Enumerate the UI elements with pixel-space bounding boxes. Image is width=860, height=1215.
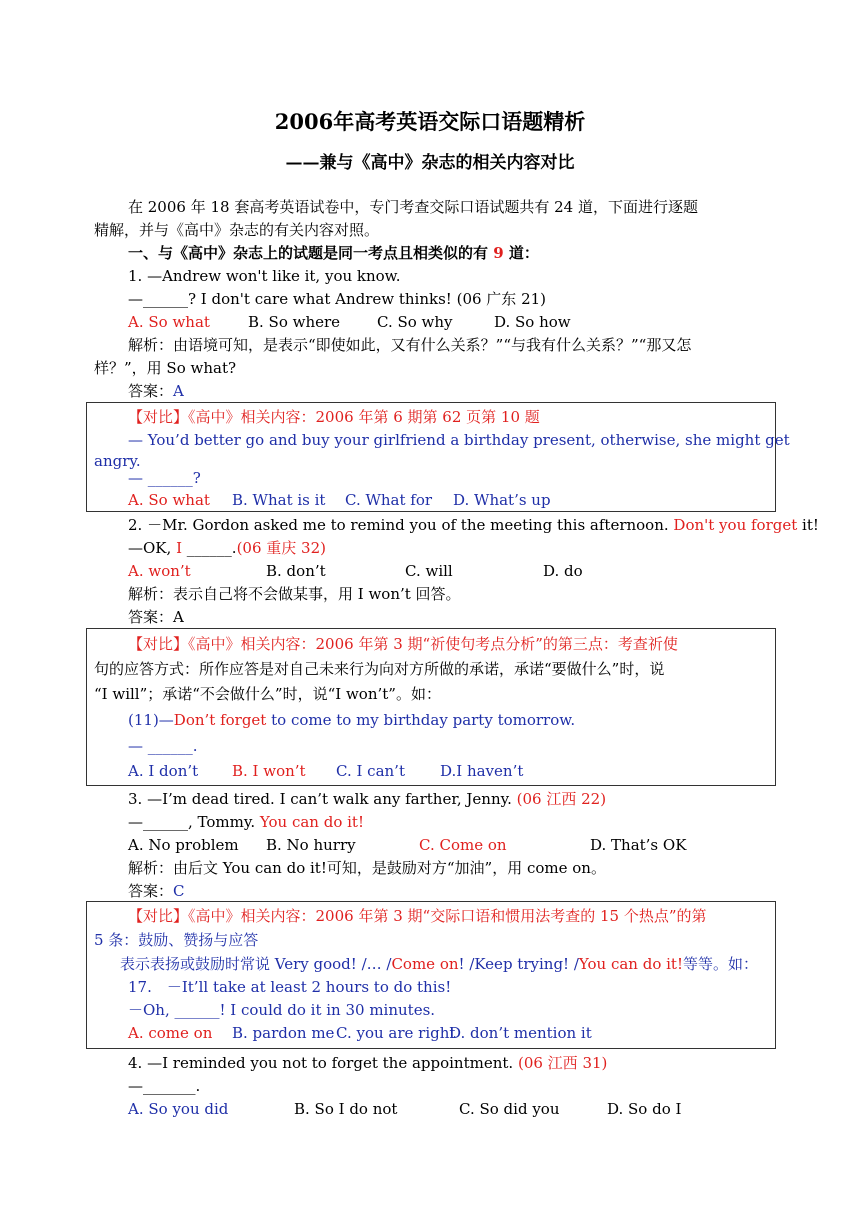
comparison-line <box>128 905 707 927</box>
section-count: 9 <box>493 244 504 262</box>
analysis-line: 解析：由后文 You can do it!可知，是鼓励对方“加油”，用 come on。 <box>128 859 606 877</box>
answer-line <box>128 880 185 902</box>
example-line: — ______. <box>128 737 198 755</box>
option-d: D. don’t mention it <box>449 1024 592 1042</box>
question-text: —OK, <box>128 539 172 557</box>
page-subtitle: ——兼与《高中》杂志的相关内容对比 <box>285 153 575 173</box>
comparison-heading: 【对比】《高中》相关内容：2006 年第 3 期“交际口语和惯用法考查的 15 个热点”的第 <box>128 907 707 925</box>
comparison-text: 等等。如： <box>682 955 758 973</box>
question-source: (06 重庆 32) <box>236 539 326 557</box>
answer-value: C <box>173 882 185 900</box>
question-source: (06 江西 22) <box>516 790 607 808</box>
intro-line: 在 2006 年 18 套高考英语试卷中，专门考查交际口语试题共有 24 道，下面进行逐题 <box>128 198 698 216</box>
option-d: D. What’s up <box>453 491 551 509</box>
question-line: —______? I don't care what Andrew thinks! (06 广东 21) <box>128 290 547 308</box>
comparison-line <box>128 633 678 655</box>
answer-line: 答案：A <box>128 608 184 626</box>
option-c: C. What for <box>345 491 433 509</box>
comparison-line: “I will”；承诺“不会做什么”时，说“I won’t”。如： <box>94 685 441 703</box>
option-c: C. you are right <box>336 1024 456 1042</box>
question-text: 3. —I’m dead tired. I can’t walk any farther, Jenny. <box>128 790 512 808</box>
option-d: D. So how <box>494 313 571 331</box>
comparison-line: — You’d better go and buy your girlfriend a birthday present, otherwise, she might get <box>128 431 790 449</box>
comparison-heading: 【对比】《高中》相关内容：2006 年第 6 期第 62 页第 10 题 <box>128 408 540 426</box>
question-highlight: You can do it! <box>259 813 364 831</box>
comparison-line: angry. <box>94 452 141 470</box>
comparison-line: — ______? <box>128 469 201 487</box>
question-text: ______. <box>186 539 237 557</box>
option-c: C. So did you <box>459 1100 560 1118</box>
section-heading-text: 道： <box>508 244 539 262</box>
comparison-line: 5 条：鼓励、赞扬与应答 <box>94 931 259 949</box>
question-text: 4. —I reminded you not to forget the appointment. <box>128 1054 514 1072</box>
page-title: 2006年高考英语交际口语题精析 <box>274 109 586 134</box>
example-text: (11)— <box>128 711 174 729</box>
answer-value: A <box>173 382 184 400</box>
example-text: to come to my birthday party tomorrow. <box>271 711 576 729</box>
option-a: A. So what <box>128 491 210 509</box>
comparison-heading: 【对比】《高中》相关内容：2006 年第 3 期“祈使句考点分析”的第三点：考查祈使 <box>128 635 678 653</box>
option-b: B. What is it <box>232 491 326 509</box>
option-d: D. That’s OK <box>590 836 687 854</box>
option-a: A. won’t <box>128 562 191 580</box>
question-line <box>128 1052 607 1074</box>
question-line: 1. —Andrew won't like it, you know. <box>128 267 401 285</box>
option-d: D.I haven’t <box>440 762 524 780</box>
question-line <box>128 811 364 833</box>
example-line: －Oh, ______! I could do it in 30 minutes. <box>128 1001 436 1019</box>
option-b: B. pardon me <box>232 1024 335 1042</box>
option-a: A. So you did <box>128 1100 229 1118</box>
answer-label: 答案： <box>128 882 174 900</box>
question-line: —_______. <box>128 1077 201 1095</box>
question-line <box>128 514 819 536</box>
analysis-line: 样？”，用 So what? <box>94 359 237 377</box>
question-text: it! <box>802 516 819 534</box>
option-d: D. do <box>543 562 583 580</box>
question-text: 2. －Mr. Gordon asked me to remind you of the meeting this afternoon. <box>128 516 669 534</box>
option-a: A. I don’t <box>128 762 199 780</box>
option-c: C. So why <box>377 313 453 331</box>
option-c: C. will <box>405 562 453 580</box>
question-source: (06 江西 31) <box>517 1054 608 1072</box>
section-heading <box>128 242 539 264</box>
example-line: 17. －It’ll take at least 2 hours to do this! <box>128 978 452 996</box>
answer-line <box>128 380 184 402</box>
example-line <box>128 709 575 731</box>
example-highlight: Don’t forget <box>173 711 267 729</box>
option-a: A. come on <box>128 1024 213 1042</box>
question-line <box>128 788 606 810</box>
option-d: D. So do I <box>607 1100 682 1118</box>
analysis-line: 解析：由语境可知，是表示“即使如此，又有什么关系？”“与我有什么关系？”“那又怎 <box>128 336 692 354</box>
option-a: A. No problem <box>128 836 239 854</box>
option-b: B. don’t <box>266 562 326 580</box>
question-text: —______, Tommy. <box>128 813 256 831</box>
question-highlight: Don't you forget <box>673 516 798 534</box>
option-b: B. No hurry <box>266 836 356 854</box>
comparison-highlight: Come on <box>391 955 459 973</box>
comparison-line <box>120 953 758 975</box>
option-a: A. So what <box>128 313 210 331</box>
option-b: B. So where <box>248 313 341 331</box>
option-c: C. I can’t <box>336 762 405 780</box>
comparison-line: 句的应答方式：所作应答是对自己未来行为向对方所做的承诺，承诺“要做什么”时，说 <box>94 660 665 678</box>
comparison-text: 表示表扬或鼓励时常说 Very good! /… / <box>120 955 392 973</box>
option-b: B. I won’t <box>232 762 306 780</box>
answer-label: 答案： <box>128 382 174 400</box>
comparison-highlight: You can do it! <box>578 955 683 973</box>
option-b: B. So I do not <box>294 1100 398 1118</box>
section-heading-text: 一、与《高中》杂志上的试题是同一考点且相类似的有 <box>128 244 489 262</box>
option-c: C. Come on <box>419 836 507 854</box>
analysis-line: 解析：表示自己将不会做某事，用 I won’t 回答。 <box>128 585 461 603</box>
intro-line: 精解，并与《高中》杂志的有关内容对照。 <box>94 221 380 239</box>
comparison-text: ! /Keep trying! / <box>458 955 579 973</box>
question-line <box>128 537 326 559</box>
question-highlight: I <box>176 539 182 557</box>
